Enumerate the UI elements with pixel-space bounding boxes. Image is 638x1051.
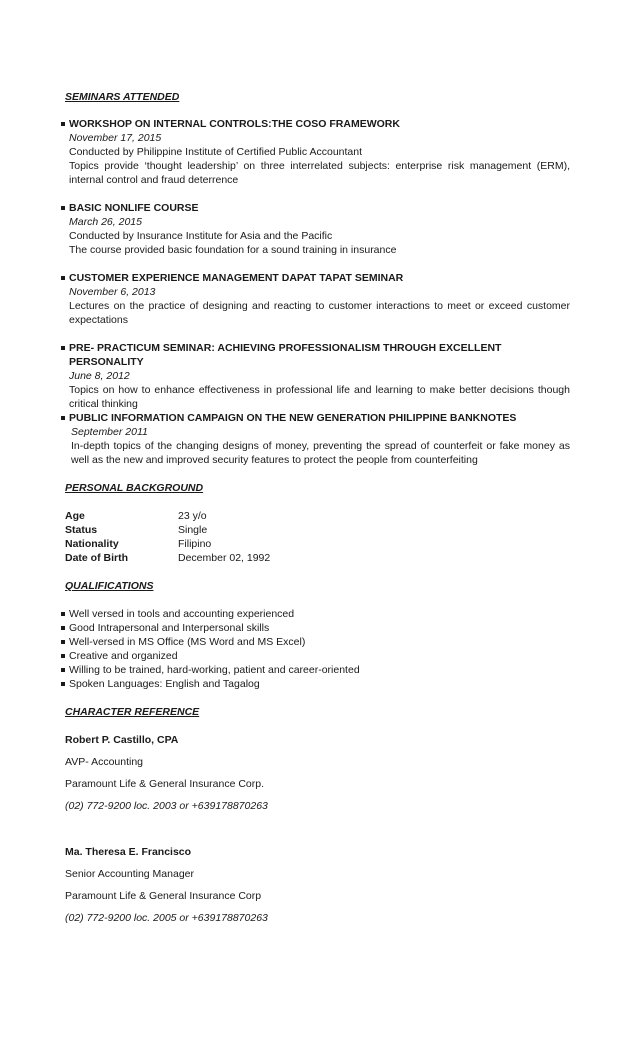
background-row (65, 509, 270, 523)
background-value: Filipino (178, 538, 212, 550)
background-label: Date of Birth (65, 552, 128, 564)
reference-entry (65, 733, 268, 821)
seminar-description: Topics on how to enhance effectiveness in professional life and learning to make better decisions though critical thinking (69, 384, 570, 410)
seminar-date: June 8, 2012 (69, 370, 130, 382)
seminar-description: In-depth topics of the changing designs of money, preventing the spread of counterfeit or fake money as well as the new and improved security features to protect the people from counterfeiting (71, 440, 570, 466)
reference-position: Senior Accounting Manager (65, 868, 194, 880)
seminar-item (60, 341, 570, 411)
seminar-item (60, 201, 570, 257)
list-item: Willing to be trained, hard-working, patient and career-oriented (60, 663, 360, 677)
seminar-date: November 17, 2015 (69, 132, 162, 144)
list-item: Creative and organized (60, 649, 360, 663)
list-item: Well-versed in MS Office (MS Word and MS Excel) (60, 635, 360, 649)
bullet-icon (61, 626, 65, 630)
seminar-date: November 6, 2013 (69, 286, 156, 298)
seminar-conducted: Conducted by Insurance Institute for Asia and the Pacific (69, 230, 333, 242)
bullet-icon (61, 276, 65, 280)
background-value: December 02, 1992 (178, 552, 271, 564)
background-row (65, 551, 270, 565)
background-row (65, 537, 270, 551)
seminar-title: BASIC NONLIFE COURSE (69, 202, 199, 214)
qualifications-heading: QUALIFICATIONS (65, 580, 154, 592)
bullet-icon (61, 206, 65, 210)
seminar-date: March 26, 2015 (69, 216, 142, 228)
seminar-item (60, 411, 570, 467)
reference-phone: (02) 772-9200 loc. 2005 or +639178870263 (65, 912, 268, 924)
background-row (65, 523, 270, 537)
background-label: Age (65, 510, 85, 522)
seminar-title: WORKSHOP ON INTERNAL CONTROLS:THE COSO FRAMEWORK (69, 118, 400, 130)
reference-position: AVP- Accounting (65, 756, 144, 768)
seminar-description: Lectures on the practice of designing and reacting to customer interactions to meet or exceed customer expectations (69, 300, 570, 326)
seminar-title: CUSTOMER EXPERIENCE MANAGEMENT DAPAT TAPAT SEMINAR (69, 272, 404, 284)
seminar-title: PRE- PRACTICUM SEMINAR: ACHIEVING PROFESSIONALISM THROUGH EXCELLENT PERSONALITY (69, 342, 502, 368)
bullet-icon (61, 416, 65, 420)
reference-company: Paramount Life & General Insurance Corp. (65, 778, 265, 790)
bullet-icon (61, 612, 65, 616)
seminar-conducted: Conducted by Philippine Institute of Certified Public Accountant (69, 146, 363, 158)
reference-name: Robert P. Castillo, CPA (65, 734, 179, 746)
list-item: Well versed in tools and accounting experienced (60, 607, 360, 621)
bullet-icon (61, 346, 65, 350)
background-label: Nationality (65, 538, 119, 550)
personal-background-table (65, 509, 270, 565)
bullet-icon (61, 640, 65, 644)
reference-name: Ma. Theresa E. Francisco (65, 846, 192, 858)
seminar-item (60, 117, 570, 187)
reference-company: Paramount Life & General Insurance Corp (65, 890, 262, 902)
bullet-icon (61, 122, 65, 126)
qualifications-list (60, 607, 360, 691)
bullet-icon (61, 654, 65, 658)
background-label: Status (65, 524, 98, 536)
bullet-icon (61, 682, 65, 686)
seminar-description: Topics provide ‘thought leadership’ on three interrelated subjects: enterprise risk management (ERM), internal control and fraud deterrence (69, 160, 570, 186)
seminars-heading: SEMINARS ATTENDED (65, 91, 180, 103)
seminar-date: September 2011 (71, 426, 148, 438)
background-value: Single (178, 524, 208, 536)
reference-phone: (02) 772-9200 loc. 2003 or +639178870263 (65, 800, 268, 812)
list-item: Good Intrapersonal and Interpersonal skills (60, 621, 360, 635)
list-item: Spoken Languages: English and Tagalog (60, 677, 360, 691)
character-reference-heading: CHARACTER REFERENCE (65, 706, 200, 718)
personal-background-heading: PERSONAL BACKGROUND (65, 482, 204, 494)
background-value: 23 y/o (178, 510, 207, 522)
seminar-title: PUBLIC INFORMATION CAMPAIGN ON THE NEW GENERATION PHILIPPINE BANKNOTES (69, 412, 517, 424)
seminar-description: The course provided basic foundation for a sound training in insurance (69, 244, 397, 256)
reference-entry (65, 845, 268, 933)
bullet-icon (61, 668, 65, 672)
seminar-item (60, 271, 570, 327)
